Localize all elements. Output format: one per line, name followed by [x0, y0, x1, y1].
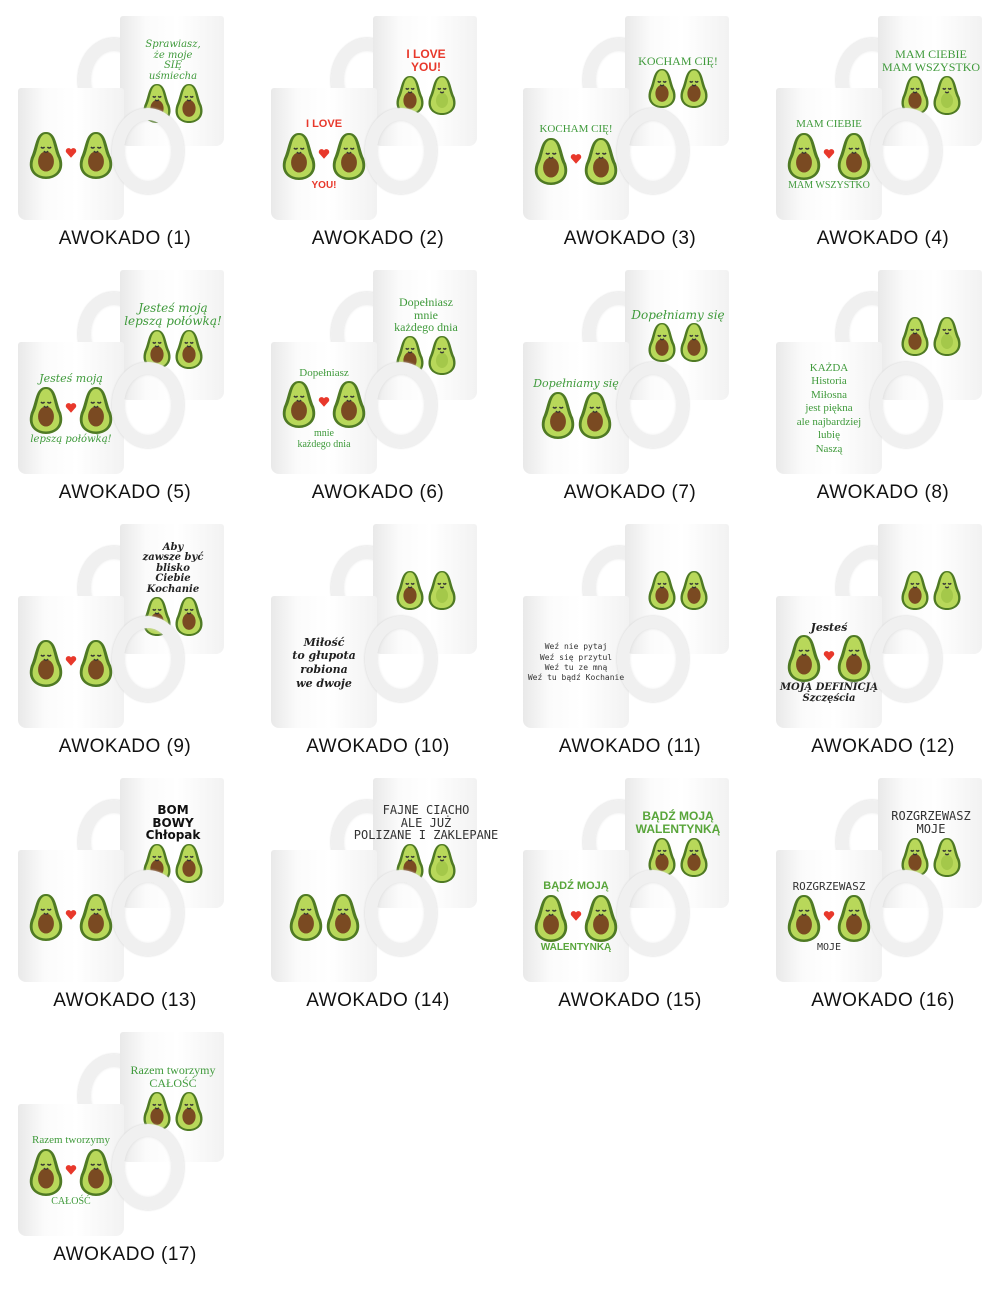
print-text: WALENTYNKĄ — [635, 822, 721, 836]
avocado-couple-icon — [900, 315, 962, 357]
avocado-couple-icon — [28, 892, 114, 942]
print-text: KOCHAM CIĘ! — [539, 123, 613, 136]
product-card[interactable] — [505, 254, 755, 508]
print-text: Szczęścia — [802, 692, 856, 704]
heart-icon — [318, 395, 330, 413]
avocado-couple-icon — [395, 569, 457, 611]
print-text: MAM WSZYSTKO — [881, 60, 981, 74]
print-text: Historia — [811, 375, 847, 388]
front-mug-print — [780, 602, 878, 724]
product-card[interactable] — [253, 0, 503, 254]
product-card[interactable] — [758, 0, 1008, 254]
product-label: AWOKADO (11) — [558, 736, 702, 757]
product-label: AWOKADO (17) — [53, 1244, 197, 1265]
heart-icon — [65, 908, 77, 926]
print-text: MAM WSZYSTKO — [788, 179, 870, 191]
heart-icon — [65, 146, 77, 164]
print-text: uśmiecha — [148, 70, 198, 82]
print-text: Razem tworzymy — [32, 1133, 110, 1146]
avocado-couple-icon — [28, 130, 114, 180]
front-mug-print — [780, 94, 878, 216]
avocado-couple-icon — [647, 321, 709, 363]
avocado-couple-icon — [28, 385, 114, 435]
product-label: AWOKADO (14) — [306, 990, 450, 1011]
front-mug-print — [780, 856, 878, 978]
avocado-couple-icon — [786, 633, 872, 683]
print-text: lepszą połówką! — [124, 314, 222, 328]
product-label: AWOKADO (4) — [816, 228, 950, 249]
product-label: AWOKADO (13) — [53, 990, 197, 1011]
print-text: CAŁOŚĆ — [51, 1195, 91, 1207]
front-mug-print — [275, 856, 373, 978]
print-text: MOJE — [916, 822, 946, 836]
heart-icon — [65, 654, 77, 672]
print-text: Aby — [162, 541, 184, 553]
print-text: każdego dnia — [394, 320, 458, 335]
heart-icon — [570, 152, 582, 170]
avocado-couple-icon — [900, 569, 962, 611]
product-label: AWOKADO (15) — [558, 990, 702, 1011]
front-mug-print — [527, 856, 625, 978]
print-text: SIĘ — [163, 60, 183, 71]
print-text: Miłość — [303, 635, 345, 649]
print-text: Dopełniamy się — [631, 307, 725, 322]
print-text: BĄDŹ MOJĄ — [642, 809, 714, 824]
print-text: każdego dnia — [297, 438, 351, 450]
print-text: MAM CIEBIE — [796, 117, 862, 130]
product-card[interactable] — [253, 762, 503, 1016]
front-mug-print — [22, 94, 120, 216]
product-card[interactable] — [0, 1016, 250, 1270]
front-mug-print — [22, 602, 120, 724]
product-card[interactable] — [758, 254, 1008, 508]
heart-icon — [318, 147, 330, 165]
heart-icon — [823, 909, 835, 927]
heart-icon — [570, 909, 582, 927]
print-text: KOCHAM CIĘ! — [638, 53, 718, 68]
print-text: robiona — [300, 663, 348, 676]
print-text: Miłosna — [810, 388, 848, 401]
front-mug-print — [22, 348, 120, 470]
product-card[interactable] — [505, 508, 755, 762]
print-text: Ciebie — [155, 573, 191, 585]
print-text: Weź tu ze mną — [544, 663, 608, 672]
front-mug-print — [275, 348, 373, 470]
front-mug-print — [527, 94, 625, 216]
product-label: AWOKADO (10) — [306, 736, 450, 757]
print-text: KAŻDA — [809, 361, 849, 374]
print-text: zawsze być — [142, 552, 204, 564]
avocado-couple-icon — [28, 638, 114, 688]
print-text: ROZGRZEWASZ — [891, 809, 971, 824]
product-label: AWOKADO (1) — [58, 228, 192, 249]
print-text: ALE JUŻ — [400, 815, 452, 830]
print-text: Chłopak — [145, 828, 201, 843]
product-card[interactable] — [758, 508, 1008, 762]
print-text: YOU! — [311, 179, 337, 191]
front-mug-print — [275, 602, 373, 724]
avocado-couple-icon — [28, 1147, 114, 1197]
front-mug-print — [275, 94, 373, 216]
product-card[interactable] — [758, 762, 1008, 1016]
product-card[interactable] — [505, 762, 755, 1016]
product-label: AWOKADO (6) — [311, 482, 445, 503]
print-text: MOJĄ DEFINICJĄ — [779, 682, 879, 694]
product-card[interactable] — [0, 0, 250, 254]
product-card[interactable] — [0, 508, 250, 762]
front-mug-print — [527, 602, 625, 724]
print-text: CAŁOŚĆ — [149, 1076, 197, 1090]
print-text: Razem tworzymy — [130, 1063, 216, 1078]
avocado-couple-icon — [533, 136, 619, 186]
product-label: AWOKADO (9) — [58, 736, 192, 757]
heart-icon — [65, 1163, 77, 1181]
print-text: MAM CIEBIE — [895, 47, 967, 62]
print-text: Dopełniasz — [399, 295, 453, 310]
print-text: Jesteś — [810, 620, 848, 634]
print-text: Sprawiasz, — [145, 39, 201, 50]
product-card[interactable] — [253, 254, 503, 508]
print-text: FAJNE CIACHO — [382, 803, 470, 818]
product-label: AWOKADO (8) — [816, 482, 950, 503]
print-text: Jesteś moją — [39, 371, 103, 385]
print-text: blisko — [156, 562, 190, 574]
product-label: AWOKADO (2) — [311, 228, 445, 249]
avocado-couple-icon — [786, 893, 872, 943]
avocado-couple-icon — [281, 131, 367, 181]
print-text: ale najbardziej — [796, 415, 862, 428]
print-text: lubię — [818, 429, 840, 442]
heart-icon — [65, 401, 77, 419]
avocado-couple-icon — [281, 379, 367, 429]
print-text: BOWY — [152, 815, 194, 830]
avocado-couple-icon — [288, 892, 361, 942]
print-text: Kochanie — [146, 583, 200, 595]
product-label: AWOKADO (12) — [811, 736, 955, 757]
heart-icon — [823, 649, 835, 667]
print-text: Dopełniamy się — [533, 377, 619, 391]
print-text: że moje — [153, 49, 193, 61]
print-text: POLIZANE I ZAKLEPANE — [353, 828, 499, 843]
print-text: I LOVE — [305, 117, 343, 130]
product-card[interactable] — [0, 762, 250, 1016]
avocado-couple-icon — [786, 131, 872, 181]
print-text: Naszą — [815, 442, 843, 455]
print-text: MOJE — [816, 941, 842, 953]
print-text: I LOVE — [406, 47, 446, 62]
product-label: AWOKADO (3) — [563, 228, 697, 249]
product-label: AWOKADO (16) — [811, 990, 955, 1011]
front-mug-print — [22, 856, 120, 978]
print-text: to głupota — [292, 649, 356, 663]
product-card[interactable] — [505, 0, 755, 254]
print-text: mnie — [314, 428, 334, 440]
print-text: Weź tu bądź Kochanie — [527, 673, 625, 683]
front-mug-print — [527, 348, 625, 470]
print-text: Weź nie pytaj — [544, 642, 608, 652]
print-text: BĄDŹ MOJĄ — [543, 879, 609, 892]
product-label: AWOKADO (5) — [58, 482, 192, 503]
front-mug-print — [22, 1110, 120, 1232]
print-text: BOM — [157, 803, 189, 818]
print-text: we dwoje — [296, 676, 352, 690]
avocado-couple-icon — [533, 893, 619, 943]
avocado-couple-icon — [647, 569, 709, 611]
avocado-couple-icon — [647, 67, 709, 109]
heart-icon — [823, 147, 835, 165]
front-mug-print — [780, 348, 878, 470]
print-text: YOU! — [411, 60, 441, 74]
print-text: ROZGRZEWASZ — [792, 879, 866, 893]
print-text: mnie — [414, 307, 438, 322]
product-card[interactable] — [0, 254, 250, 508]
product-card[interactable] — [253, 508, 503, 762]
avocado-couple-icon — [540, 390, 613, 440]
print-text: Dopełniasz — [299, 366, 349, 379]
print-text: Weź się przytul — [539, 652, 613, 662]
product-label: AWOKADO (7) — [563, 482, 697, 503]
print-text: lepszą połówką! — [30, 433, 112, 445]
print-text: WALENTYNKĄ — [540, 941, 612, 953]
print-text: Jesteś moją — [138, 301, 208, 316]
print-text: jest piękna — [805, 402, 853, 415]
